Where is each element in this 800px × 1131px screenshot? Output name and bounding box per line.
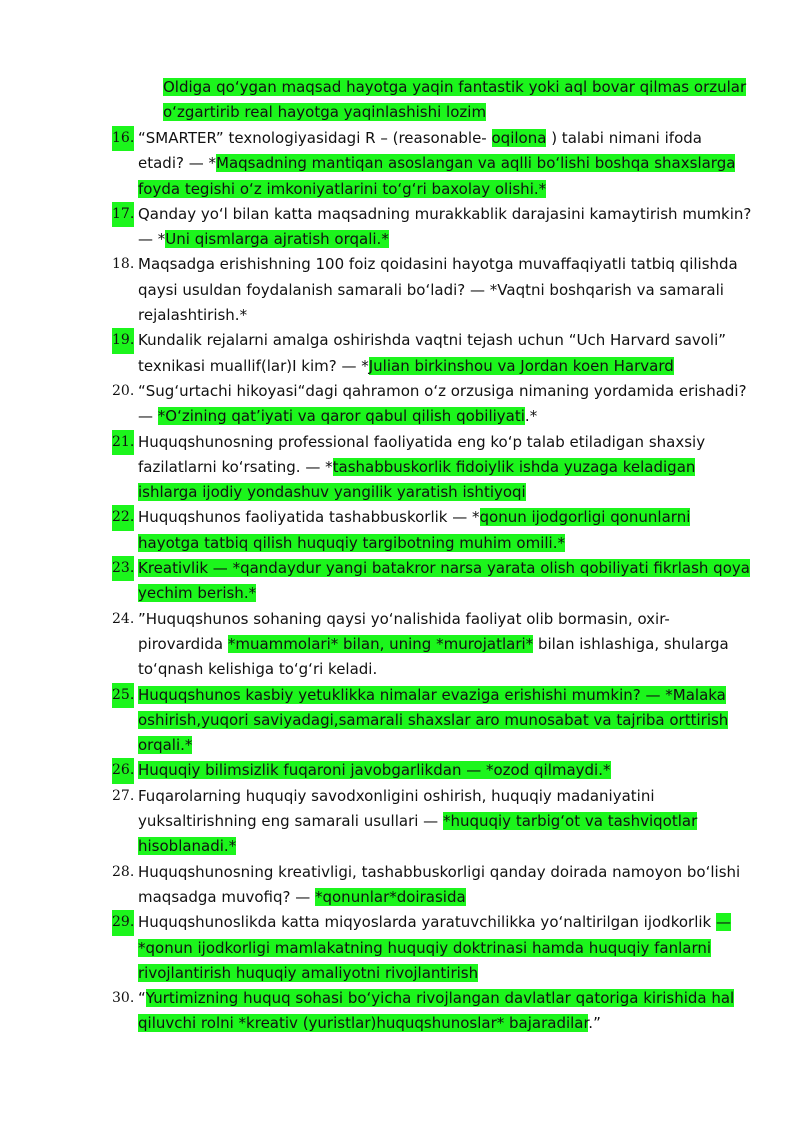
intro-paragraph [163,75,753,126]
highlighted-text: tashabbuskorlik fidoiylik ishda yuzaga keladigan ishlarga ijodiy yondashuv yangilik yaratish ishtiyoqi [138,457,696,502]
highlighted-text: Maqsadning mantiqan asoslangan va aqlli bo‘lishi boshqa shaxslarga foyda tegishi o‘z imkoniyatlarini to‘g‘ri baxolay olishi.* [138,154,736,198]
text-run: Huquqshunosning kreativligi, tashabbuskorligi qanday doirada namoyon bo‘lishi maqsadga muvofiq? — [138,862,741,906]
item-number: 30. [112,990,135,1007]
highlighted-text: Huquqiy bilimsizlik fuqaroni javobgarlikdan — *ozod qilmaydi.* [138,761,611,780]
item-number: 20. [112,382,135,399]
list-item [112,986,752,1037]
item-number: 28. [112,863,135,880]
item-number: 16. [112,126,134,151]
text-run: Fuqarolarning huquqiy savodxonligini oshirish, huquqiy madaniyatini yuksaltirishning eng samarali usullari — [138,786,655,831]
list-item [112,126,752,202]
text-run: Huquqshunos faoliyatida tashabbuskorlik — * [138,508,480,527]
list-item [112,430,752,506]
text-run: ”Huquqshunos sohaning qaysi yo‘nalishida faoliyat olib bormasin, oxir-pirovardida [138,609,670,653]
item-number: 17. [112,202,134,227]
text-run: Qanday yo‘l bilan katta maqsadning murakkablik darajasini kamaytirish mumkin? — * [138,204,752,249]
highlighted-text: Huquqshunos kasbiy yetuklikka nimalar evaziga erishishi mumkin? — *Malaka oshirish,yuqori saviyadagi,samarali shaxslar aro munosabat va tajriba orttirish orqali.* [138,685,729,755]
item-number: 26. [112,758,134,783]
text-run: “Sug‘urtachi hikoyasi“dagi qahramon o‘z orzusiga nimaning yordamida erishadi? — [138,381,747,426]
list-item [112,379,752,430]
text-run: bilan ishlashiga, shularga to‘qnash kelishiga to‘g‘ri keladi. [138,634,729,679]
text-run: Maqsadga erishishning 100 foiz qoidasini hayotga muvaffaqiyatli tatbiq qilishda qaysi usuldan foydalanish samarali bo‘ladi? — *Vaqtni boshqarish va samarali rejalashtirish.* [138,255,738,325]
highlighted-text: qonun ijodgorligi qonunlarni hayotga tatbiq qilish huquqiy targibotning muhim omili.* [138,508,691,552]
highlighted-text: *O‘zining qat’iyati va qaror qabul qilish qobiliyati [157,407,525,426]
item-number: 21. [112,430,134,455]
list-item [112,556,752,607]
list-item [112,910,752,986]
highlighted-text: Julian birkinshou va Jordan koen Harvard [368,356,674,375]
highlighted-text: *muammolari* bilan, uning *murojatlari* [227,634,534,653]
text-run: “ [138,989,146,1008]
highlighted-text: Kreativlik — *qandaydur yangi batakror narsa yarata olish qobiliyati fikrlash qoya yechim berish.* [138,559,750,603]
item-number: 29. [112,910,134,935]
list-item [112,328,752,379]
highlighted-text: Uni qismlarga ajratish orqali.* [165,230,389,249]
list-item [112,505,752,556]
item-number: 18. [112,256,135,273]
list-item [112,683,752,759]
list-item [112,202,752,253]
list-item [112,607,752,683]
item-number: 27. [112,787,135,804]
list-item [112,784,752,860]
question-list [112,126,752,1037]
list-item [112,758,752,783]
item-number: 24. [112,610,135,627]
highlighted-text: Yurtimizning huquq sohasi bo‘yicha rivojlangan davlatlar qatoriga kirishida hal qiluvchi rolni *kreativ (yuristlar)huquqshunoslar* bajaradilar [138,989,735,1033]
item-number: 23. [112,556,134,581]
list-item [112,252,752,328]
list-item [112,860,752,911]
text-run: .* [524,407,538,426]
item-number: 19. [112,328,134,353]
text-run: ) talabi nimani ifoda etadi? — * [138,129,702,173]
highlighted-text: — *qonun ijodkorligi mamlakatning huquqiy doktrinasi hamda huquqiy fanlarni rivojlantirish huquqiy amaliyotni rivojlantirish [138,913,731,982]
item-number: 25. [112,683,134,708]
text-run: .” [588,1014,601,1033]
highlighted-text: *qonunlar*doirasida [314,887,466,906]
text-run: “SMARTER” texnologiyasidagi R – (reasonable- [138,129,492,147]
highlighted-text: Oldiga qo‘ygan maqsad hayotga yaqin fantastik yoki aql bovar qilmas orzular o‘zgartirib real hayotga yaqinlashishi lozim [163,78,747,122]
text-run: Huquqshunosning professional faoliyatida eng ko‘p talab etiladigan shaxsiy fazilatlarni ko‘rsating. — * [138,432,706,476]
text-run: Huquqshunoslikda katta miqyoslarda yaratuvchilikka yo‘naltirilgan ijodkorlik [138,913,716,932]
highlighted-text: oqilona [491,129,547,147]
text-run: Kundalik rejalarni amalga oshirishda vaqtni tejash uchun “Uch Harvard savoli” texnikasi muallif(lar)I kim? — * [138,331,727,375]
highlighted-text: *huquqiy tarbig‘ot va tashviqotlar hisoblanadi.* [138,812,698,856]
item-number: 22. [112,505,134,530]
